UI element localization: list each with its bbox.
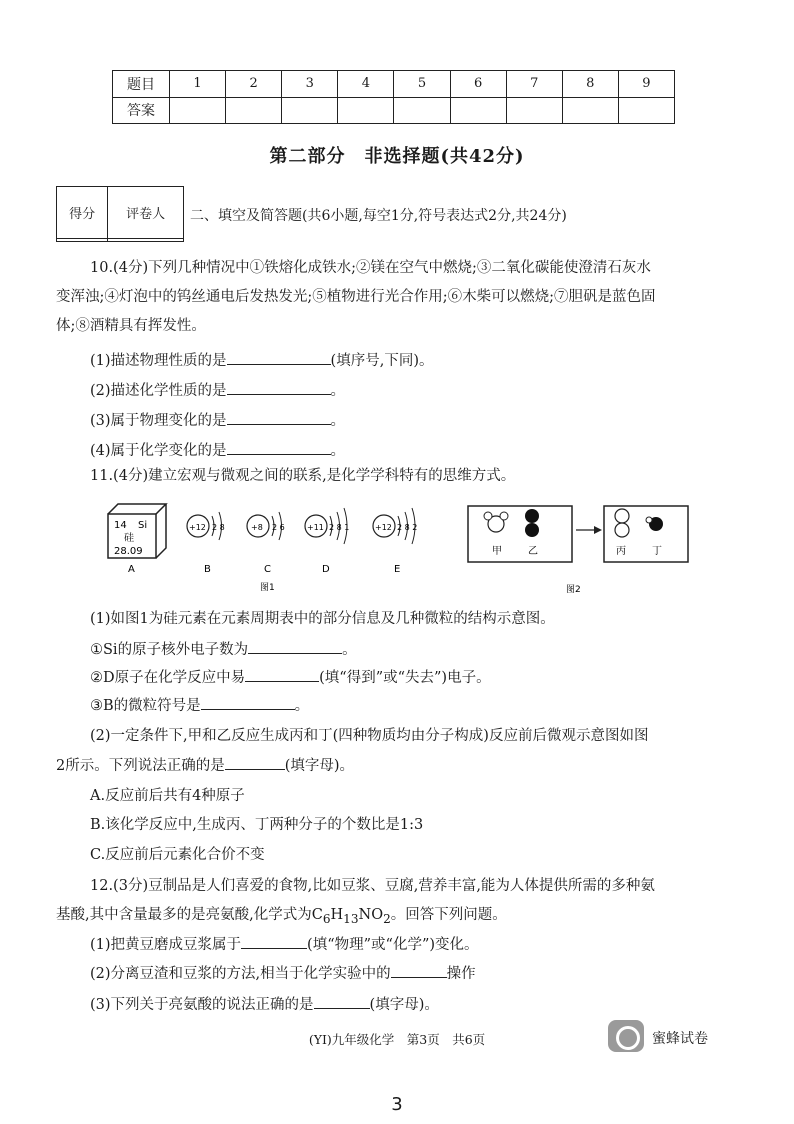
q11-option-a: A.反应前后共有4种原子 <box>90 788 245 804</box>
q10-sub3-text: (3)属于物理变化的是 <box>90 413 227 429</box>
answer-table-num: 1 <box>170 71 226 98</box>
answer-cell[interactable] <box>450 97 506 124</box>
figure-1-caption: 图1 <box>260 583 275 593</box>
molecule-ding-icon <box>646 517 663 531</box>
atom-structure-d <box>305 508 349 544</box>
answer-table-num: 3 <box>282 71 338 98</box>
answer-cell[interactable] <box>170 97 226 124</box>
q12-line2-text: 基酸,其中含量最多的是亮氨酸,化学式为C <box>56 907 323 923</box>
q10-sub4-text: (4)属于化学变化的是 <box>90 443 227 459</box>
q10-sub2-blank[interactable] <box>227 380 331 395</box>
shells-c: 2 6 <box>272 523 285 532</box>
molecule-jia-icon <box>484 512 508 532</box>
q11-part1-b <box>90 667 491 688</box>
atom-structure-b <box>187 512 225 540</box>
label-jia: 甲 <box>492 546 502 557</box>
answer-cell[interactable] <box>226 97 282 124</box>
section2-heading: 二、填空及简答题(共6小题,每空1分,符号表达式2分,共24分) <box>190 208 567 224</box>
label-e: E <box>394 564 401 575</box>
q10-sub1-text: (1)描述物理性质的是 <box>90 353 227 369</box>
q10-sub4-end: 。 <box>330 443 346 459</box>
answer-table-answer-row <box>113 97 675 124</box>
q12-sub1-text: (1)把黄豆磨成豆浆属于 <box>90 937 242 953</box>
q11-part1: (1)如图1为硅元素在元素周期表中的部分信息及几种微粒的结构示意图。 <box>90 611 555 627</box>
atom-structure-c <box>247 512 285 540</box>
formula-sub-6: 6 <box>322 911 331 926</box>
q12-line2 <box>56 905 507 929</box>
formula-sub-2: 2 <box>383 911 391 926</box>
periodic-cell-icon <box>108 504 166 558</box>
q11-part2-line1: (2)一定条件下,甲和乙反应生成丙和丁(四种物质均由分子构成)反应前后微观示意图如图 <box>90 728 649 744</box>
q10-sub3-end: 。 <box>330 413 346 429</box>
q11-part1-b-text: ②D原子在化学反应中易 <box>90 670 246 686</box>
q11-part2-text: 2所示。下列说法正确的是 <box>56 758 225 774</box>
figure-2 <box>466 500 700 596</box>
q10-sub4-blank[interactable] <box>227 440 331 455</box>
answer-table-row2-label: 答案 <box>113 97 170 124</box>
answer-cell[interactable] <box>562 97 618 124</box>
answer-cell[interactable] <box>394 97 450 124</box>
shells-e: 2 8 2 <box>397 523 418 532</box>
page-number: 3 <box>391 1094 403 1115</box>
q12-sub2-end: 操作 <box>446 966 476 982</box>
q10-sub2 <box>90 380 345 401</box>
q11-part1-a <box>90 639 357 660</box>
q10-sub1 <box>90 350 433 371</box>
answer-cell[interactable] <box>338 97 394 124</box>
q12-line2-end: 。回答下列问题。 <box>390 907 507 923</box>
q10-sub3 <box>90 410 345 431</box>
formula-no: NO <box>358 907 384 923</box>
q11-intro: 11.(4分)建立宏观与微观之间的联系,是化学学科特有的思维方式。 <box>90 468 516 484</box>
q11-part2-line2 <box>56 755 354 776</box>
q12-sub2-text: (2)分离豆渣和豆浆的方法,相当于化学实验中的 <box>90 966 391 982</box>
q11-part1-c-end: 。 <box>294 698 310 714</box>
answer-table-num: 8 <box>562 71 618 98</box>
figure-2-caption: 图2 <box>566 585 581 595</box>
answer-table-row1-label: 题目 <box>113 71 170 98</box>
score-box <box>56 186 184 242</box>
molecule-yi-icon <box>525 509 539 537</box>
answer-cell[interactable] <box>506 97 562 124</box>
molecule-bing-icon <box>615 509 629 537</box>
answer-table-header-row <box>113 71 675 98</box>
q12-sub2 <box>90 963 476 984</box>
label-b: B <box>204 564 211 575</box>
score-label: 得分 <box>57 187 108 239</box>
q11-part1-a-text: ①Si的原子核外电子数为 <box>90 642 249 658</box>
label-bing: 丙 <box>616 546 626 557</box>
nucleus-d: +11 <box>307 523 324 532</box>
label-ding: 丁 <box>652 546 662 557</box>
q12-sub3-text: (3)下列关于亮氨酸的说法正确的是 <box>90 997 314 1013</box>
answer-table <box>112 70 675 124</box>
q11-part1-b-hint: (填“得到”或“失去”)电子。 <box>319 670 491 686</box>
q10-line3: 体;⑧酒精具有挥发性。 <box>56 318 206 334</box>
formula-h: H <box>330 907 344 923</box>
label-yi: 乙 <box>528 546 538 557</box>
answer-table-num: 6 <box>450 71 506 98</box>
answer-table-num: 5 <box>394 71 450 98</box>
q12-sub1 <box>90 934 479 955</box>
shells-b: 2 8 <box>212 523 225 532</box>
label-d: D <box>322 564 330 575</box>
q11-part1-c-blank[interactable] <box>201 695 295 710</box>
label-a: A <box>128 564 135 575</box>
q10-sub2-text: (2)描述化学性质的是 <box>90 383 227 399</box>
section-title: 第二部分 非选择题(共42分) <box>269 146 525 167</box>
grader-label: 评卷人 <box>108 187 184 239</box>
q12-line1: 12.(3分)豆制品是人们喜爱的食物,比如豆浆、豆腐,营养丰富,能为人体提供所需的多种氨 <box>90 878 655 894</box>
q12-sub3-hint: (填字母)。 <box>369 997 439 1013</box>
q11-part1-a-end: 。 <box>342 642 357 658</box>
q12-sub3 <box>90 994 439 1015</box>
answer-cell[interactable] <box>618 97 674 124</box>
q10-sub3-blank[interactable] <box>227 410 331 425</box>
element-number: 14 <box>114 520 127 531</box>
answer-table-num: 2 <box>226 71 282 98</box>
element-mass: 28.09 <box>114 546 143 557</box>
q12-sub1-hint: (填“物理”或“化学”)变化。 <box>307 937 479 953</box>
brand-logo-icon <box>608 1020 644 1052</box>
q11-part2-blank[interactable] <box>225 755 285 770</box>
q11-option-b: B.该化学反应中,生成丙、丁两种分子的个数比是1:3 <box>90 817 424 833</box>
formula-sub-13: 13 <box>343 911 359 926</box>
q11-part1-c <box>90 695 309 716</box>
element-symbol: Si <box>138 520 148 531</box>
answer-cell[interactable] <box>282 97 338 124</box>
q11-part1-a-blank[interactable] <box>248 639 342 654</box>
q10-sub1-blank[interactable] <box>227 350 331 365</box>
q10-line2: 变浑浊;④灯泡中的钨丝通电后发热发光;⑤植物进行光合作用;⑥木柴可以燃烧;⑦胆矾是蓝色固 <box>56 289 656 305</box>
nucleus-c: +8 <box>251 523 263 532</box>
q11-part2-hint: (填字母)。 <box>284 758 355 774</box>
arrow-icon <box>576 526 602 534</box>
q12-sub1-blank[interactable] <box>241 934 307 949</box>
q11-part1-c-text: ③B的微粒符号是 <box>90 698 201 714</box>
answer-table-num: 9 <box>618 71 674 98</box>
q12-sub2-blank[interactable] <box>391 963 447 978</box>
label-c: C <box>264 564 271 575</box>
answer-table-num: 4 <box>338 71 394 98</box>
q10-line1: 10.(4分)下列几种情况中①铁熔化成铁水;②镁在空气中燃烧;③二氧化碳能使澄清石灰水 <box>90 260 651 276</box>
element-name: 硅 <box>124 533 134 544</box>
score-cell[interactable] <box>57 239 108 242</box>
brand-name: 蜜蜂试卷 <box>652 1031 708 1047</box>
q10-sub1-hint: (填序号,下同)。 <box>330 353 434 369</box>
nucleus-b: +12 <box>189 523 206 532</box>
figure-1 <box>100 496 460 596</box>
q11-part1-b-blank[interactable] <box>245 667 319 682</box>
grader-cell[interactable] <box>108 239 184 242</box>
q10-sub4 <box>90 440 345 461</box>
answer-table-num: 7 <box>506 71 562 98</box>
q10-sub2-end: 。 <box>330 383 346 399</box>
nucleus-e: +12 <box>375 523 392 532</box>
page-footer: (YI)九年级化学 第3页 共6页 <box>308 1032 486 1047</box>
atom-structure-e <box>373 508 417 544</box>
q12-sub3-blank[interactable] <box>314 994 370 1009</box>
q11-option-c: C.反应前后元素化合价不变 <box>90 847 265 863</box>
shells-d: 2 8 1 <box>329 523 350 532</box>
